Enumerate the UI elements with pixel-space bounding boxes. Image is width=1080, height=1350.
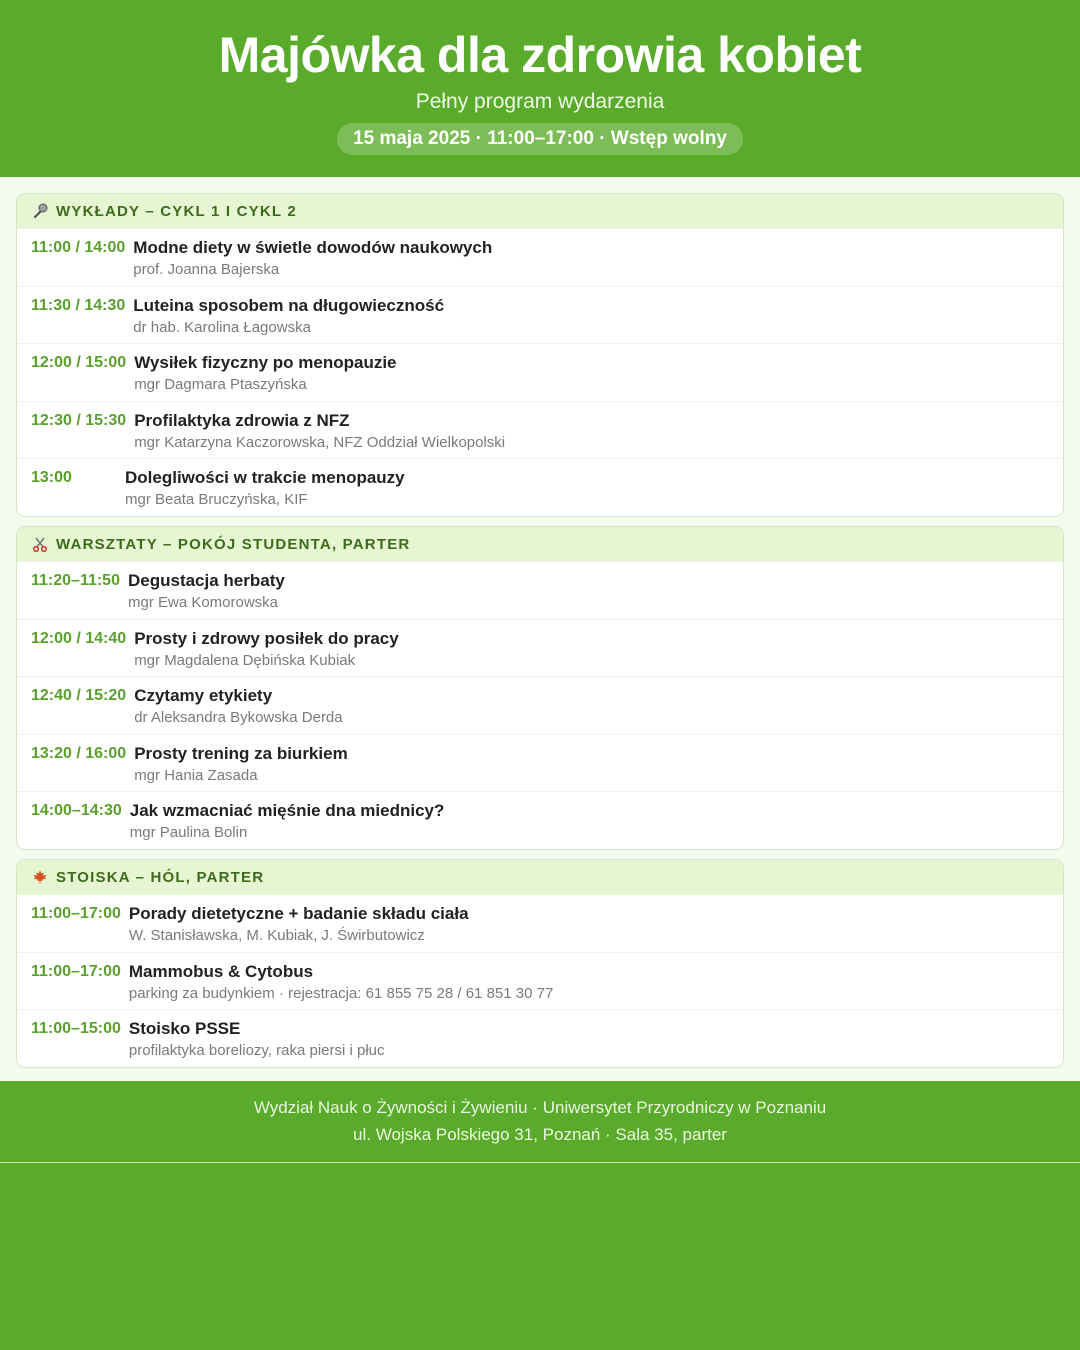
header bbox=[0, 0, 1080, 177]
footer-institution: Wydział Nauk o Żywności i Żywieniu · Uniwersytet Przyrodniczy w Poznaniu bbox=[253, 1098, 827, 1117]
list-item bbox=[17, 1009, 1063, 1067]
item-title: Prosty trening za biurkiem bbox=[134, 743, 348, 763]
list-item bbox=[17, 952, 1063, 1010]
list-item bbox=[17, 619, 1063, 677]
footer bbox=[0, 1081, 1080, 1163]
section-header bbox=[17, 860, 1063, 894]
section-header bbox=[17, 194, 1063, 228]
item-speaker: prof. Joanna Bajerska bbox=[133, 261, 280, 278]
item-title: Czytamy etykiety bbox=[134, 686, 273, 705]
item-time: 12:00 / 14:40 bbox=[31, 629, 127, 647]
list-item bbox=[17, 676, 1063, 734]
item-time: 12:00 / 15:00 bbox=[31, 354, 127, 371]
program-content bbox=[0, 177, 1080, 1081]
list-item bbox=[17, 561, 1063, 619]
page-subtitle: Pełny program wydarzenia bbox=[415, 90, 665, 113]
item-title: Stoisko PSSE bbox=[128, 1019, 241, 1038]
section-title: WARSZTATY – POKÓJ STUDENTA, PARTER bbox=[56, 535, 411, 553]
item-speaker: mgr Hania Zasada bbox=[134, 766, 258, 784]
list-item bbox=[17, 791, 1063, 849]
item-time: 13:20 / 16:00 bbox=[31, 744, 127, 762]
item-speaker: W. Stanisławska, M. Kubiak, J. Świrbutowicz bbox=[128, 927, 425, 944]
item-time: 12:30 / 15:30 bbox=[31, 411, 127, 429]
item-speaker: mgr Katarzyna Kaczorowska, NFZ Oddział Wielkopolski bbox=[134, 433, 506, 451]
section-lectures bbox=[16, 193, 1064, 517]
item-title: Mammobus & Cytobus bbox=[128, 961, 314, 981]
list-item bbox=[17, 228, 1063, 286]
item-title: Dolegliwości w trakcie menopauzy bbox=[125, 468, 405, 487]
item-speaker: mgr Ewa Komorowska bbox=[127, 594, 279, 611]
item-time: 11:30 / 14:30 bbox=[31, 296, 126, 314]
section-title: STOISKA – HÓL, PARTER bbox=[56, 868, 265, 886]
item-time: 11:00–17:00 bbox=[31, 905, 121, 922]
item-title: Wysiłek fizyczny po menopauzie bbox=[134, 353, 397, 372]
section-title: WYKŁADY – CYKL 1 I CYKL 2 bbox=[56, 202, 297, 220]
item-title: Degustacja herbaty bbox=[127, 571, 285, 590]
item-speaker: profilaktyka boreliozy, raka piersi i płuc bbox=[128, 1042, 385, 1059]
list-item bbox=[17, 894, 1063, 952]
item-title: Modne diety w świetle dowodów naukowych bbox=[133, 238, 493, 257]
item-time: 11:00–15:00 bbox=[31, 1020, 121, 1037]
item-speaker: mgr Paulina Bolin bbox=[129, 824, 248, 841]
item-title: Prosty i zdrowy posiłek do pracy bbox=[134, 628, 399, 648]
section-header bbox=[17, 527, 1063, 561]
item-speaker: mgr Magdalena Dębińska Kubiak bbox=[134, 651, 356, 669]
item-speaker: parking za budynkiem · rejestracja: 61 855 75 28 / 61 851 30 77 bbox=[128, 984, 554, 1002]
item-speaker: mgr Dagmara Ptaszyńska bbox=[134, 376, 307, 393]
item-speaker: dr hab. Karolina Łagowska bbox=[133, 318, 311, 336]
section-stands bbox=[16, 859, 1064, 1068]
item-time: 14:00–14:30 bbox=[31, 802, 122, 819]
item-time: 11:00–17:00 bbox=[31, 962, 121, 980]
item-speaker: mgr Beata Bruczyńska, KIF bbox=[125, 491, 308, 508]
list-item bbox=[17, 458, 1063, 516]
list-item bbox=[17, 401, 1063, 459]
list-item bbox=[17, 286, 1063, 344]
page-title: Majówka dla zdrowia kobiet bbox=[218, 27, 862, 83]
list-item bbox=[17, 343, 1063, 401]
item-time: 11:20–11:50 bbox=[31, 572, 120, 589]
item-speaker: dr Aleksandra Bykowska Derda bbox=[134, 709, 343, 726]
item-title: Profilaktyka zdrowia z NFZ bbox=[134, 410, 350, 430]
maple-leaf-icon bbox=[31, 868, 49, 886]
section-workshops bbox=[16, 526, 1064, 850]
scissors-icon bbox=[31, 535, 49, 553]
item-time: 12:40 / 15:20 bbox=[31, 687, 127, 704]
event-info-pill-wrap bbox=[0, 123, 1080, 155]
footer-address: ul. Wojska Polskiego 31, Poznań · Sala 35, parter bbox=[353, 1125, 727, 1144]
item-title: Luteina sposobem na długowieczność bbox=[133, 295, 445, 315]
item-title: Porady dietetyczne + badanie składu ciała bbox=[128, 904, 469, 923]
item-time: 11:00 / 14:00 bbox=[31, 239, 126, 256]
event-info-pill: 15 maja 2025 · 11:00–17:00 · Wstęp wolny bbox=[337, 123, 743, 155]
microphone-icon bbox=[31, 202, 49, 220]
item-time: 13:00 bbox=[31, 469, 72, 486]
item-title: Jak wzmacniać mięśnie dna miednicy? bbox=[129, 801, 445, 820]
list-item bbox=[17, 734, 1063, 792]
